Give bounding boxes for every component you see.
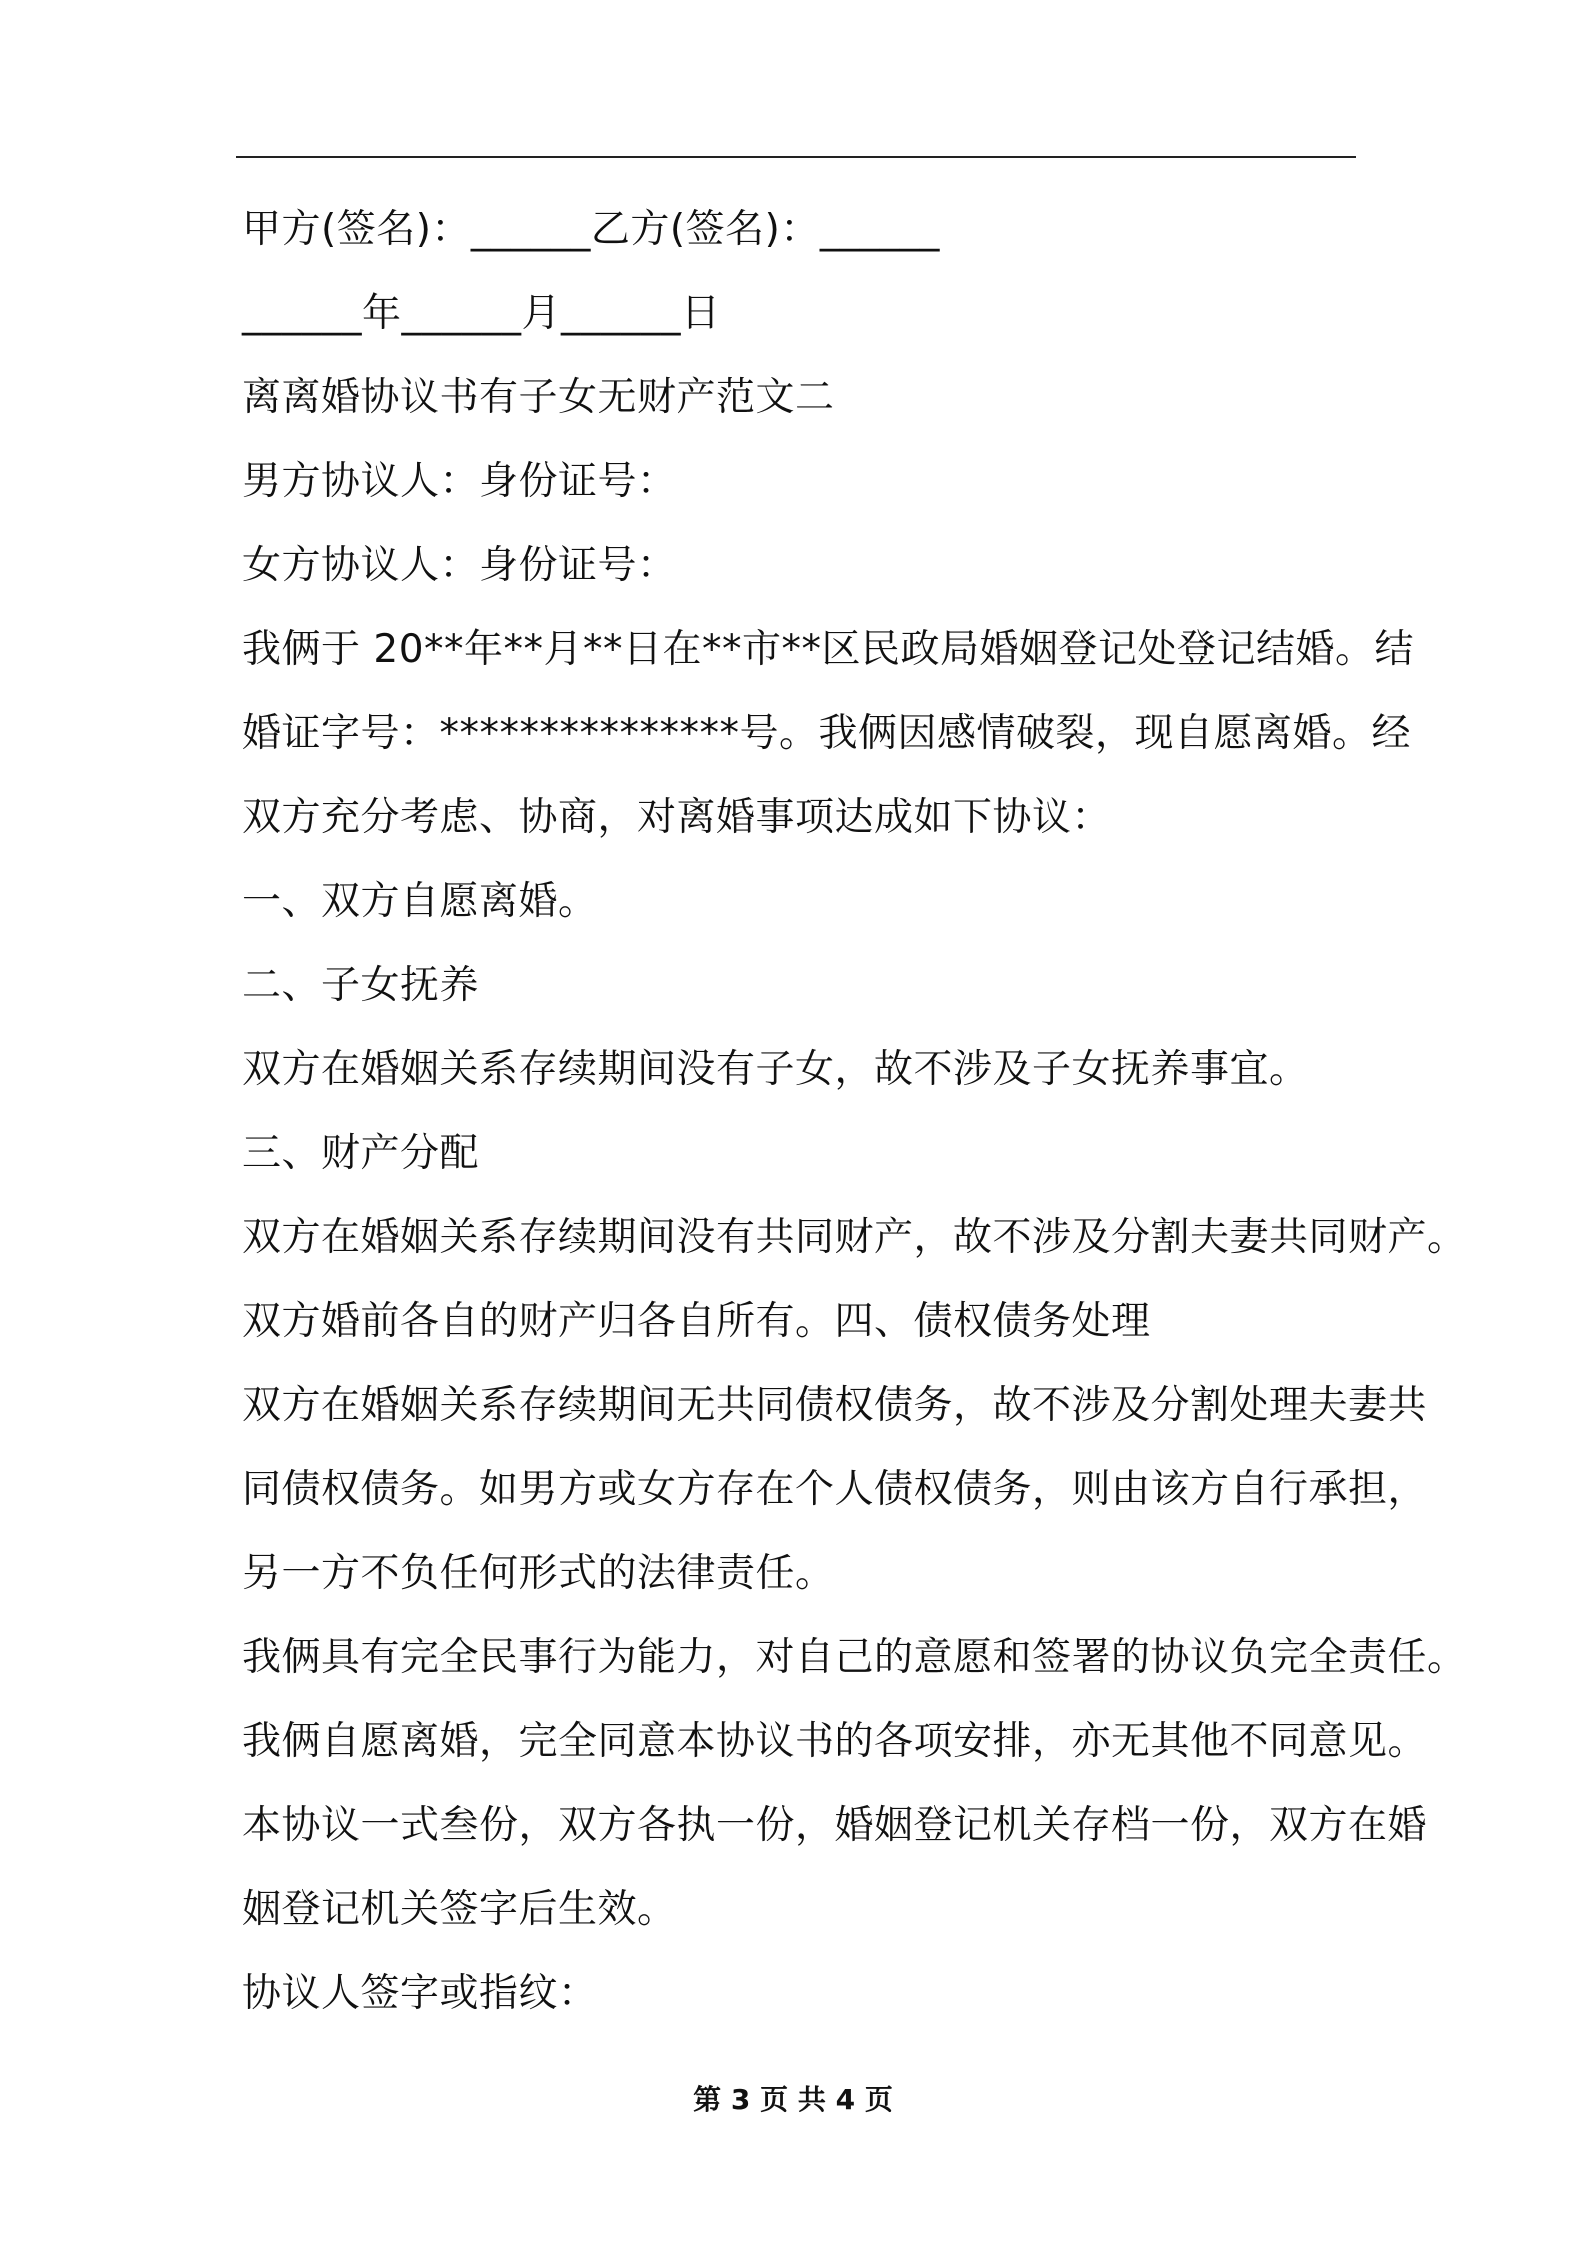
header-rule	[236, 156, 1356, 158]
section-heading: 一、双方自愿离婚。	[242, 879, 598, 924]
body-line: 我俩具有完全民事行为能力，对自己的意愿和签署的协议负完全责任。	[242, 1635, 1467, 1680]
document-title: 离离婚协议书有子女无财产范文二	[242, 375, 835, 420]
signature-prompt: 协议人签字或指纹：	[242, 1971, 598, 2016]
section-heading: 二、子女抚养	[242, 963, 480, 1008]
body-line: 本协议一式叁份，双方各执一份，婚姻登记机关存档一份，双方在婚	[242, 1803, 1428, 1848]
body-line: 我俩于 20**年**月**日在**市**区民政局婚姻登记处登记结婚。结	[242, 627, 1415, 672]
section-heading: 三、财产分配	[242, 1131, 480, 1176]
body-line: 双方充分考虑、协商，对离婚事项达成如下协议：	[242, 795, 1112, 840]
body-line: 姻登记机关签字后生效。	[242, 1887, 677, 1932]
signature-date-line: ______年______月______日	[242, 291, 721, 336]
body-line: 双方在婚姻关系存续期间无共同债权债务，故不涉及分割处理夫妻共	[242, 1383, 1428, 1428]
body-line: 双方婚前各自的财产归各自所有。四、债权债务处理	[242, 1299, 1151, 1344]
body-line: 同债权债务。如男方或女方存在个人债权债务，则由该方自行承担，	[242, 1467, 1428, 1512]
body-line: 我俩自愿离婚，完全同意本协议书的各项安排，亦无其他不同意见。	[242, 1719, 1428, 1764]
signature-line: 甲方(签名)：______乙方(签名)：______	[242, 207, 940, 252]
body-line: 另一方不负任何形式的法律责任。	[242, 1551, 835, 1596]
page-indicator: 第 3 页 共 4 页	[693, 2083, 893, 2116]
body-line: 双方在婚姻关系存续期间没有共同财产，故不涉及分割夫妻共同财产。	[242, 1215, 1467, 1260]
body-line: 女方协议人：身份证号：	[242, 543, 677, 588]
body-line: 婚证字号：***************号。我俩因感情破裂，现自愿离婚。经	[242, 711, 1412, 756]
body-line: 双方在婚姻关系存续期间没有子女，故不涉及子女抚养事宜。	[242, 1047, 1309, 1092]
body-line: 男方协议人：身份证号：	[242, 459, 677, 504]
